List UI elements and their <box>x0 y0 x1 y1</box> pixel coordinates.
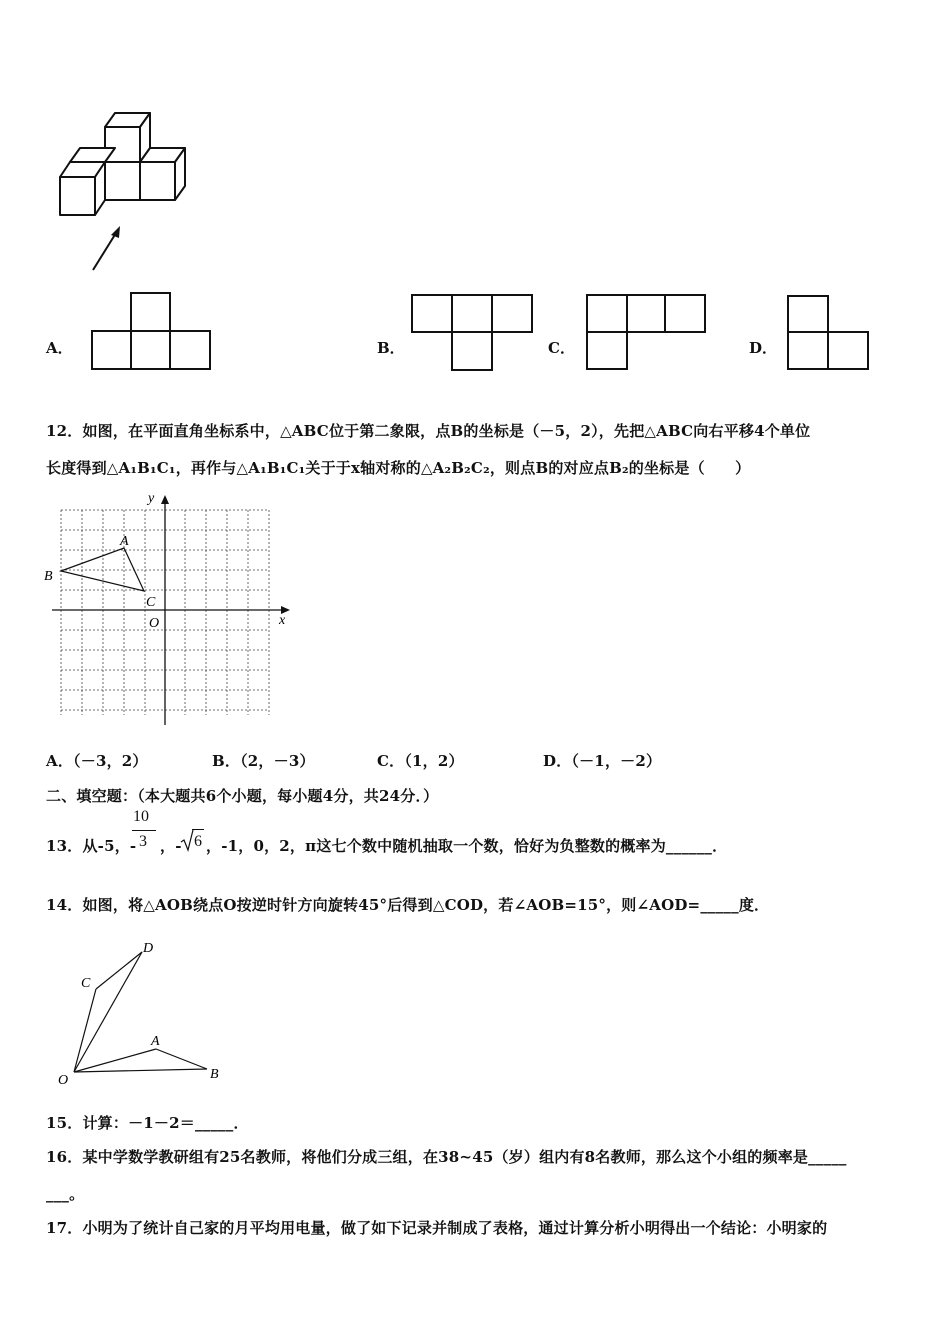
q11-option-b-figure <box>410 292 536 374</box>
q16-stem-line2: ___。 <box>46 1185 85 1203</box>
q13-fraction-numerator: 10 <box>133 808 149 825</box>
q11-option-a-figure <box>90 291 214 373</box>
q13-fraction-denominator: 3 <box>139 833 147 850</box>
point-c-label: C <box>81 976 91 991</box>
q11-option-c-figure <box>585 293 709 373</box>
point-c-label: C <box>146 595 156 610</box>
q13-prefix: 13．从-5，- <box>46 837 137 855</box>
q12-option-b: B．（2，－3） <box>212 752 315 770</box>
q11-option-d-figure <box>786 294 872 374</box>
q12-stem-line1: 12．如图，在平面直角坐标系中，△ABC位于第二象限，点B的坐标是（－5，2），先把△ABC向右平移4个单位 <box>46 422 811 440</box>
section-heading: 二、填空题：（本大题共6个小题，每小题4分，共24分．） <box>46 787 439 805</box>
q12-stem-line2: 长度得到△A₁B₁C₁，再作与△A₁B₁C₁关于于x轴对称的△A₂B₂C₂，则点B的对应点B₂的坐标是（ ） <box>46 459 751 477</box>
point-b-label: B <box>210 1067 219 1082</box>
x-axis-label: x <box>279 613 286 628</box>
q15-stem: 15．计算：－1－2＝_____． <box>46 1114 249 1132</box>
point-d-label: D <box>143 941 154 956</box>
q11-option-b-label: B． <box>377 339 405 357</box>
q17-stem-line1: 17．小明为了统计自己家的月平均用电量，做了如下记录并制成了表格，通过计算分析小明得出一个结论：小明家的 <box>46 1219 828 1237</box>
point-o-label: O <box>58 1073 69 1088</box>
q13-mid: ，- <box>160 837 182 855</box>
q11-option-a-label: A． <box>46 339 73 357</box>
cube-solid-figure <box>50 105 200 280</box>
sqrt-vinculum <box>192 829 204 830</box>
q12-option-c: C．（1，2） <box>377 752 464 770</box>
q16-stem-line1: 16．某中学数学教研组有25名教师，将他们分成三组，在38~45（岁）组内有8名教师，那么这个小组的频率是_____ <box>46 1148 847 1166</box>
q13-fraction-bar <box>132 830 156 831</box>
sqrt-icon <box>180 828 194 852</box>
q12-option-a: A．（－3，2） <box>46 752 148 770</box>
q13-suffix: ，-1，0，2，π这七个数中随机抽取一个数，恰好为负整数的概率为______． <box>206 837 728 855</box>
q12-option-d: D．（－1，－2） <box>543 752 662 770</box>
q13-sqrt-argument: 6 <box>194 833 202 850</box>
q11-option-d-label: D． <box>749 339 778 357</box>
point-a-label: A <box>120 534 129 549</box>
q12-coordinate-grid <box>40 490 300 730</box>
point-b-label: B <box>44 569 53 584</box>
origin-label: O <box>149 616 160 631</box>
point-a-label: A <box>151 1034 160 1049</box>
q11-option-c-label: C． <box>548 339 575 357</box>
q14-stem: 14．如图，将△AOB绕点O按逆时针方向旋转45°后得到△COD，若∠AOB=15°，则∠AOD=_____度． <box>46 896 770 914</box>
q14-rotation-figure <box>52 932 232 1092</box>
y-axis-label: y <box>148 491 155 506</box>
